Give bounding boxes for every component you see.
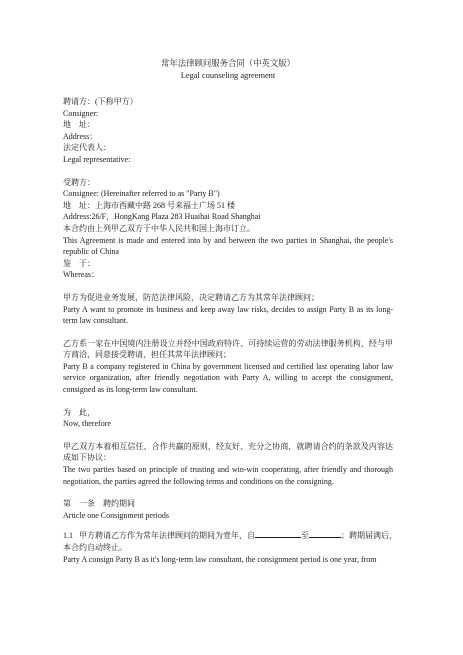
therefore-block: [63, 407, 393, 430]
article-one-heading-en: Article one Consignment periods: [63, 510, 169, 520]
clause-text-a: 甲方聘请乙方作为常年法律顾问的期间为壹年，自: [79, 531, 255, 541]
start-date-blank: [255, 529, 301, 538]
agreement-zh: 甲乙双方本着相互信任、合作共赢的原则，经友好、充分之协商，就聘请合约的条款及内容达成如下协议：: [63, 441, 393, 463]
consignee-heading-en: Consignee: (Hereinafter referred to as "Party B"): [63, 189, 220, 199]
agreement-en: The two parties based on principle of trusting and win-win cooperating, after friendly and thorough negotiation, the parties agreed the following terms and conditions on the consigning.: [63, 465, 393, 486]
end-date-blank: [309, 529, 341, 538]
consignee-block: [63, 177, 393, 281]
article-one: [63, 498, 397, 565]
recital-a-en: Party A want to promote its business and keep away law risks, decides to assign Party B as its long-term law consultant.: [63, 304, 393, 326]
consignee-address-en: Address:26/F，HongKang Plaza 283 Huaihai Road Shanghai: [63, 212, 261, 222]
consignee-heading-zh: 受聘方：: [63, 177, 95, 187]
document-title-en: Legal counseling agreement: [180, 71, 276, 80]
clause-text-b: 至: [301, 531, 309, 541]
therefore-zh: 为 此，: [63, 407, 95, 417]
recital-b-en: Party B a company registered in China by government licensed and certified last operating labor law service organization, after friendly negotiation with Party A, willing to accept the consignment, consigned as its long-term law consultant.: [63, 361, 393, 395]
consigner-block: [63, 96, 393, 166]
clause-1-1-zh: [63, 529, 397, 542]
consigner-address-zh: 地 址：: [63, 120, 95, 130]
signed-statement-zh: 本合约由上列甲乙双方于中华人民共和国上海市订立。: [63, 223, 255, 233]
consigner-heading-zh: 聘请方：(下称甲方）: [63, 97, 138, 106]
clause-text-c: ；聘期届满后，: [341, 531, 397, 541]
consignee-address-zh: 地 址：上海市西藏中路 268 号来福士广场 51 楼: [63, 200, 235, 210]
recital-a-zh: 甲方为促进业务发展，防范法律风险，决定聘请乙方为其常年法律顾问；: [63, 292, 319, 302]
clause-1-1-en: Party A consign Party B as it's long-term law consultant, the consignment period is one year, from: [63, 554, 377, 564]
agreement-block: [63, 441, 393, 487]
consigner-heading-en: Consigner:: [63, 108, 99, 118]
consigner-address-en: Address：: [63, 131, 98, 141]
whereas-zh: 鉴 于：: [63, 258, 95, 268]
recital-a: [63, 292, 393, 327]
therefore-en: Now, therefore: [63, 419, 111, 429]
recital-b: [63, 338, 393, 396]
signed-statement-en: This Agreement is made and entered into by and between the two parties in Shanghai, the people's republic of China: [63, 235, 393, 257]
consigner-rep-zh: 法定代表人：: [63, 143, 111, 153]
clause-number: 1.1: [63, 531, 73, 541]
document-title-zh: 常年法律顾问服务合同（中英文版）: [161, 59, 295, 68]
whereas-en: Whereas：: [63, 270, 99, 280]
recital-b-zh: 乙方系一家在中国境内注册设立并经中国政府特许、可持续运营的劳动法律服务机构，经与甲方商洽，同意接受聘请，担任其常年法律顾问；: [63, 338, 393, 360]
consigner-rep-en: Legal representative:: [63, 154, 131, 164]
clause-1-1-zh-line2: 本合约自动终止。: [63, 543, 127, 552]
article-one-heading-zh: 第 一条 聘约期间: [63, 499, 135, 509]
